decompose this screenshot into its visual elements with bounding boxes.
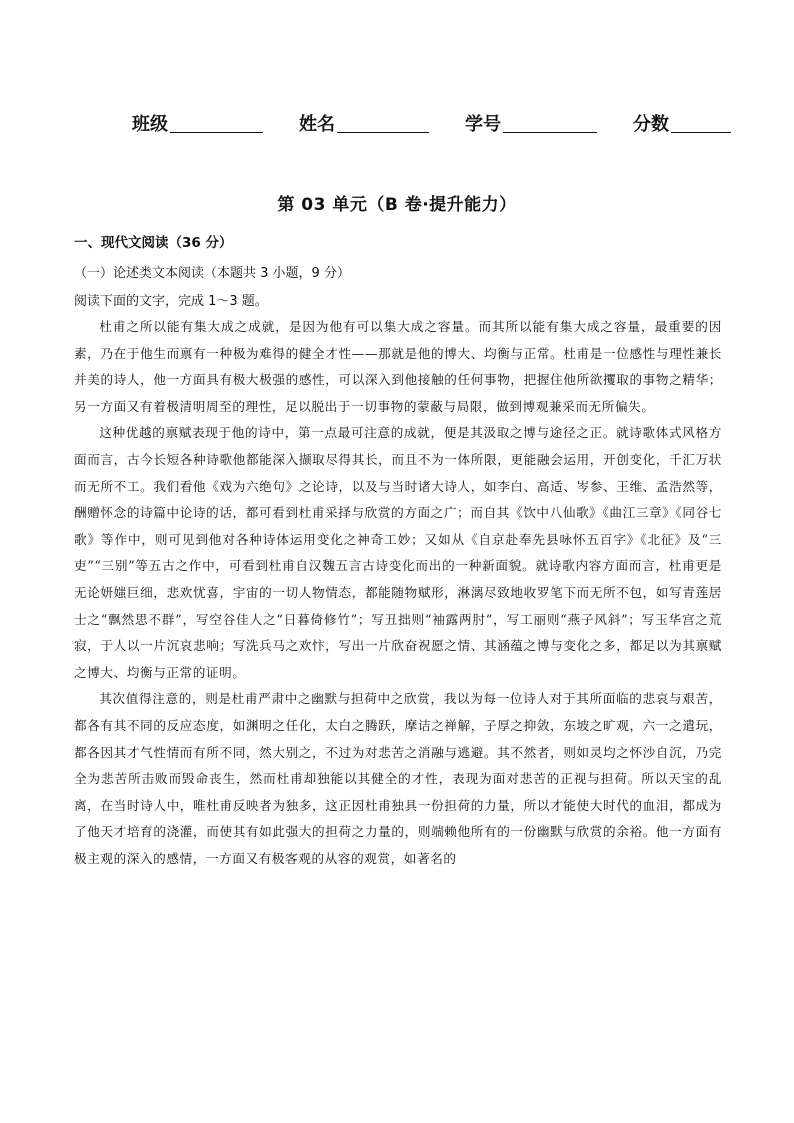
name-label: 姓名	[299, 114, 335, 135]
subsection-heading: （一）论述类文本阅读（本题共 3 小题，9 分）	[74, 266, 350, 281]
student-id-field[interactable]	[465, 110, 597, 136]
class-blank-line[interactable]	[170, 132, 263, 133]
student-info-fields	[132, 100, 732, 136]
unit-title: 第 03 单元（B 卷·提升能力）	[277, 195, 517, 215]
student-id-label: 学号	[465, 114, 501, 135]
section-heading: 一、现代文阅读（36 分）	[74, 235, 233, 251]
class-field[interactable]	[132, 110, 263, 136]
passage-paragraph-3: 其次值得注意的，则是杜甫严肃中之幽默与担荷中之欣赏，我以为每一位诗人对于其所面临的悲哀与艰苦，都各有其不同的反应态度，如渊明之任化，太白之腾跃，摩诘之禅解，子厚之抑敛，东坡之旷观，六一之遣玩，都各因其才气性情而有所不同，然大别之，不过为对悲苦之消融与逃避。其不然者，则如灵均之怀沙自沉，乃完全为悲苦所击败而毁命丧生，然而杜甫却独能以其健全的才性，表现为面对悲苦的正视与担荷。所以天宝的乱离，在当时诗人中，唯杜甫反映者为独多，这正因杜甫独具一份担荷的力量，所以才能使大时代的血泪，都成为了他天才培育的浇灌，而使其有如此强大的担荷之力量的，则端赖他所有的一份幽默与欣赏的余裕。他一方面有极主观的深入的感情，一方面又有极客观的从容的观赏，如著名的	[74, 691, 722, 866]
reading-instruction: 阅读下面的文字，完成 1～3 题。	[74, 294, 268, 309]
name-field[interactable]	[299, 110, 429, 136]
score-label: 分数	[633, 114, 669, 135]
passage-paragraph-1: 杜甫之所以能有集大成之成就，是因为他有可以集大成之容量。而其所以能有集大成之容量，最重要的因素，乃在于他生而禀有一种极为难得的健全才性——那就是他的博大、均衡与正常。杜甫是一位感性与理性兼长并美的诗人，他一方面具有极大极强的感性，可以深入到他接触的任何事物，把握住他所欲攫取的事物之精华；另一方面又有着极清明周至的理性，足以脱出于一切事物的蒙蔽与局限，做到博观兼采而无所偏失。	[74, 319, 722, 414]
passage-paragraph-2: 这种优越的禀赋表现于他的诗中，第一点最可注意的成就，便是其汲取之博与途径之正。就诗歌体式风格方面而言，古今长短各种诗歌他都能深入撷取尽得其长，而且不为一体所限，更能融会运用，开创变化，千汇万状而无所不工。我们看他《戏为六绝句》之论诗，以及与当时诸大诗人，如李白、高适、岑参、王维、孟浩然等，酬赠怀念的诗篇中论诗的话，都可看到杜甫采择与欣赏的方面之广；而自其《饮中八仙歌》《曲江三章》《同谷七歌》等作中，则可见到他对各种诗体运用变化之神奇工妙；又如从《自京赴奉先县咏怀五百字》《北征》及“三吏”“三别”等五古之作中，可看到杜甫自汉魏五言古诗变化而出的一种新面貌。就诗歌内容方面而言，杜甫更是无论妍媸巨细，悲欢忧喜，宇宙的一切人物情态，都能随物赋形，淋漓尽致地收罗笔下而无所不包，如写青莲居士之“飘然思不群”，写空谷佳人之“日暮倚修竹”；写丑拙则“袖露两肘”，写工丽则“燕子风斜”；写玉华宫之荒寂，于人以一片沉哀悲响；写洗兵马之欢忭，写出一片欣奋祝愿之情、其涵蕴之博与变化之多，都足以为其禀赋之博大、均衡与正常的证明。	[74, 425, 722, 680]
name-blank-line[interactable]	[337, 132, 429, 133]
reading-passage	[74, 314, 722, 872]
score-blank-line[interactable]	[671, 132, 731, 133]
score-field[interactable]	[633, 110, 731, 136]
class-label: 班级	[132, 114, 168, 135]
student-id-blank-line[interactable]	[503, 132, 597, 133]
